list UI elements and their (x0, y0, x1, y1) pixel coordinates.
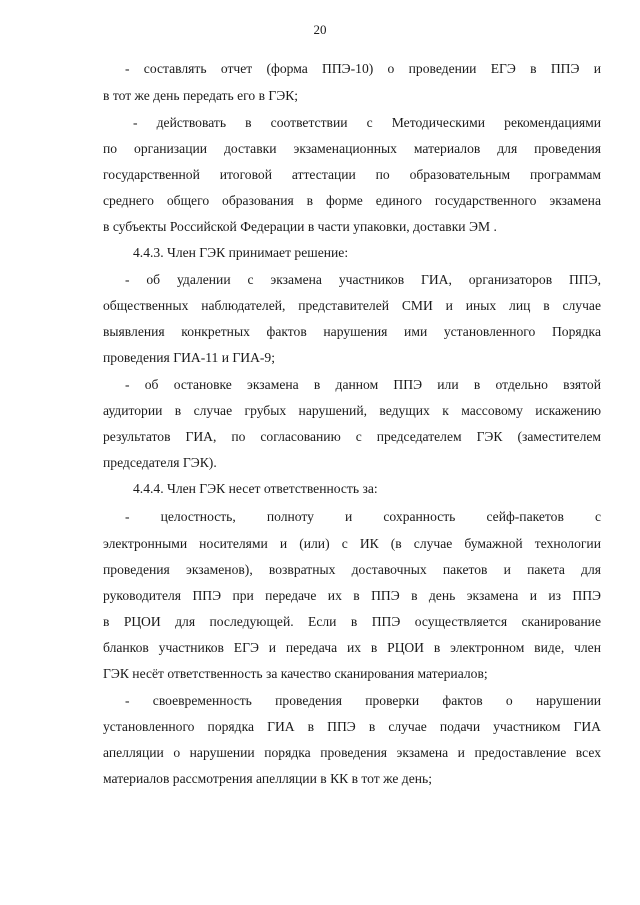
text-line: ГЭК несёт ответственность за качество сканирования материалов; (103, 666, 488, 681)
text-line: - составлять отчет (форма ППЭ-10) о проведении ЕГЭ в ППЭ и (125, 61, 601, 76)
page-number: 20 (313, 22, 327, 37)
text-line: электронными носителями и (или) с ИК (в случае бумажной технологии (103, 536, 601, 551)
text-line: в субъекты Российской Федерации в части упаковки, доставки ЭМ . (103, 219, 497, 234)
text-line: руководителя ППЭ при передаче их в ППЭ в день экзамена и из ППЭ (103, 588, 601, 603)
text-line: - об остановке экзамена в данном ППЭ или в отдельно взятой (125, 377, 601, 392)
text-line: государственной итоговой аттестации по образовательным программам (103, 167, 601, 182)
text-line: апелляции о нарушении порядка проведения экзамена и предоставление всех (103, 745, 601, 760)
text-line: общественных наблюдателей, представителей СМИ и иных лиц в случае (103, 298, 601, 313)
text-line: в РЦОИ для последующей. Если в ППЭ осуществляется сканирование (103, 614, 601, 629)
text-line: материалов рассмотрения апелляции в КК в тот же день; (103, 771, 432, 786)
text-line: среднего общего образования в форме единого государственного экзамена (103, 193, 601, 208)
text-line: проведения ГИА-11 и ГИА-9; (103, 350, 275, 365)
text-line: установленного порядка ГИА в ППЭ в случае подачи участником ГИА (103, 719, 601, 734)
text-line: аудитории в случае грубых нарушений, ведущих к массовому искажению (103, 403, 601, 418)
text-line: в тот же день передать его в ГЭК; (103, 88, 299, 103)
text-line: проведения экзаменов), возвратных доставочных пакетов и пакета для (103, 562, 601, 577)
text-line: председателя ГЭК). (103, 455, 217, 470)
section-heading: 4.4.4. Член ГЭК несет ответственность за: (133, 481, 378, 496)
text-line: бланков участников ЕГЭ и передача их в РЦОИ в электронном виде, член (103, 640, 601, 655)
text-line: - своевременность проведения проверки фактов о нарушении (125, 693, 601, 708)
text-line: - действовать в соответствии с Методическими рекомендациями (133, 115, 601, 130)
section-heading: 4.4.3. Член ГЭК принимает решение: (133, 245, 349, 260)
text-line: результатов ГИА, по согласованию с председателем ГЭК (заместителем (103, 429, 601, 444)
text-line: - целостность, полноту и сохранность сейф-пакетов с (125, 509, 601, 524)
text-line: - об удалении с экзамена участников ГИА, организаторов ППЭ, (125, 272, 601, 287)
text-line: выявления конкретных фактов нарушения ими установленного Порядка (103, 324, 601, 339)
text-line: по организации доставки экзаменационных материалов для проведения (103, 141, 601, 156)
